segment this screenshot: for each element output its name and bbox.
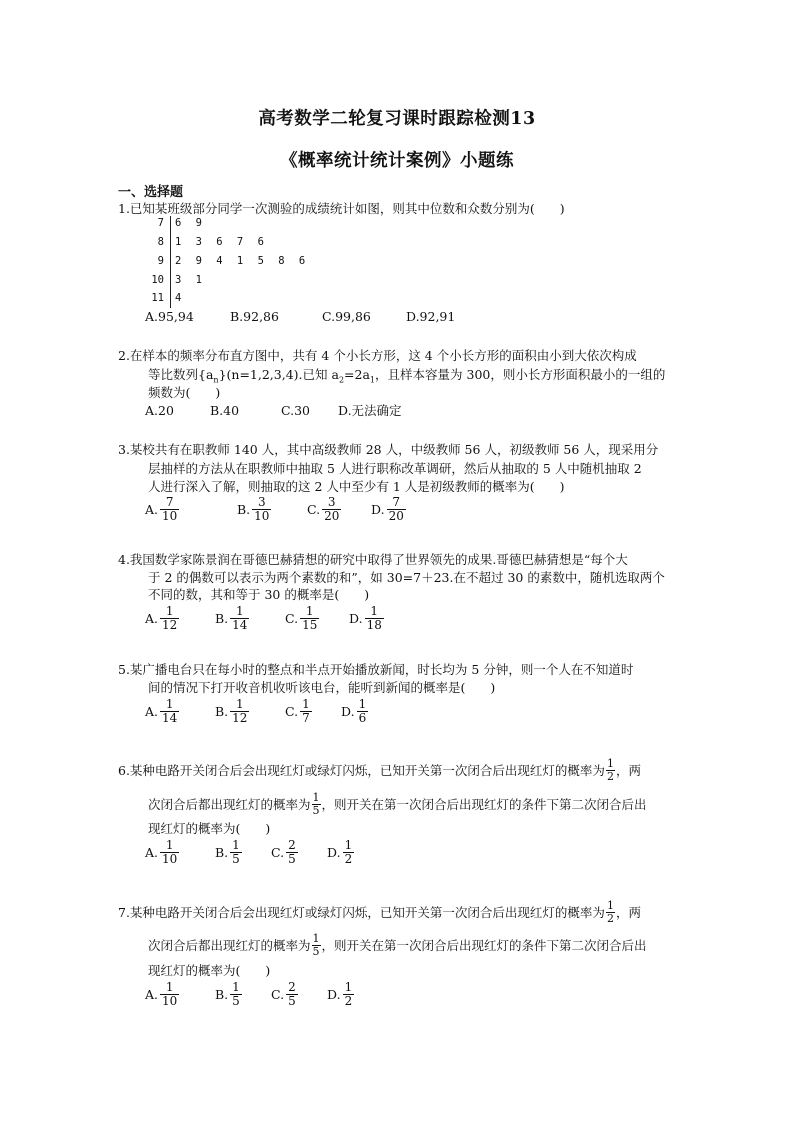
option-label: B. [215, 987, 229, 1002]
option-c [285, 605, 349, 632]
fraction [286, 981, 298, 1008]
denominator: 20 [324, 509, 340, 523]
denominator: 2 [344, 994, 353, 1008]
q7-line1-text: ，两 [615, 904, 641, 920]
fraction [606, 758, 615, 783]
numerator: 1 [165, 697, 174, 711]
q4-options [145, 605, 406, 632]
option-label: C. [285, 704, 299, 719]
option-label: A. [145, 611, 159, 626]
option-label: D. [341, 704, 355, 719]
q2-subscript: 2 [338, 375, 345, 385]
denominator: 20 [388, 509, 404, 523]
option-c [271, 981, 327, 1008]
numerator: 7 [165, 495, 174, 509]
option-b [215, 698, 285, 725]
q1-text: 1.已知某班级部分同学一次测验的成绩统计如图，则其中位数和众数分别为( ) [118, 201, 565, 216]
option-label: D. [371, 502, 385, 517]
numerator: 1 [312, 932, 320, 945]
fraction [252, 496, 271, 523]
stem: 7 [157, 217, 164, 229]
q7-line2 [148, 933, 647, 958]
numerator: 1 [165, 838, 174, 852]
option-label: D. [327, 845, 341, 860]
numerator: 1 [235, 697, 244, 711]
numerator: 1 [165, 980, 174, 994]
fraction [343, 839, 355, 866]
fraction [365, 605, 384, 632]
fraction [300, 698, 312, 725]
q5-line1: 5.某广播电台只在每小时的整点和半点开始播放新闻，时长均为 5 分钟，则一个人在不知道时 [118, 662, 634, 677]
fraction [230, 839, 242, 866]
q4-line3: 不同的数，其和等于 30 的概率是( ) [148, 587, 370, 602]
numerator: 1 [302, 697, 310, 711]
option-b [237, 496, 307, 523]
option-a: A.20 [145, 403, 174, 418]
denominator: 14 [232, 618, 248, 632]
fraction [312, 792, 321, 817]
q2-subscript: n [213, 375, 219, 385]
denominator: 2 [606, 912, 614, 925]
q2-subscript: 1 [369, 375, 376, 385]
numerator: 1 [606, 899, 614, 912]
option-d: D.92,91 [406, 309, 456, 324]
leaves: 6 9 [175, 217, 206, 229]
fraction [387, 496, 406, 523]
numerator: 2 [288, 838, 296, 852]
stem-leaf-divider [170, 216, 171, 308]
q3-line2: 层抽样的方法从在职教师中抽取 5 人进行职称改革调研，然后从抽取的 5 人中随机抽取 2 [148, 461, 642, 476]
option-a [145, 605, 215, 632]
fraction [160, 605, 179, 632]
q7-options [145, 981, 376, 1008]
leaves: 4 [175, 292, 186, 304]
numerator: 1 [358, 697, 367, 711]
q7-line1-text: 7.某种电路开关闭合后会出现红灯或绿灯闪烁，已知开关第一次闭合后出现红灯的概率为 [118, 904, 605, 920]
denominator: 18 [366, 618, 382, 632]
numerator: 7 [392, 495, 401, 509]
q6-line1 [118, 758, 641, 783]
option-label: B. [215, 611, 229, 626]
denominator: 12 [232, 711, 248, 725]
numerator: 2 [288, 980, 296, 994]
q2-line2-text: ，且样本容量为 300，则小长方形面积最小的一组的 [375, 367, 666, 382]
option-d [349, 605, 384, 632]
option-d: D.无法确定 [338, 403, 402, 418]
option-label: B. [215, 845, 229, 860]
q6-line1-text: 6.某种电路开关闭合后会出现红灯或绿灯闪烁，已知开关第一次闭合后出现红灯的概率为 [118, 762, 605, 778]
denominator: 5 [312, 945, 320, 958]
option-a [145, 839, 215, 866]
q6-line3: 现红灯的概率为( ) [148, 821, 271, 836]
option-label: B. [237, 502, 251, 517]
option-b [215, 605, 285, 632]
denominator: 5 [288, 852, 296, 866]
q2-line2 [148, 365, 665, 391]
q6-line2-text: ，则开关在第一次闭合后出现红灯的条件下第二次闭合后出 [321, 796, 647, 812]
page-title: 高考数学二轮复习课时跟踪检测13 [258, 109, 536, 129]
option-label: C. [307, 502, 321, 517]
numerator: 1 [235, 604, 244, 618]
numerator: 1 [232, 838, 240, 852]
denominator: 2 [344, 852, 353, 866]
option-d [327, 981, 354, 1008]
option-c [285, 698, 341, 725]
option-a [145, 698, 215, 725]
numerator: 1 [344, 980, 353, 994]
numerator: 1 [165, 604, 174, 618]
q3-line3: 人进行深入了解，则抽取的这 2 人中至少有 1 人是初级教师的概率为( ) [148, 479, 565, 494]
option-c [307, 496, 371, 523]
numerator: 1 [344, 838, 353, 852]
fraction [300, 605, 319, 632]
q3-line1: 3.某校共有在职教师 140 人，其中高级教师 28 人，中级教师 56 人，初级教师 56 人，现采用分 [118, 442, 659, 457]
option-a: A.95,94 [145, 309, 194, 324]
denominator: 10 [162, 852, 178, 866]
q7-line2-text: 次闭合后都出现红灯的概率为 [148, 937, 311, 953]
fraction [230, 981, 242, 1008]
numerator: 1 [305, 604, 314, 618]
q6-line2-text: 次闭合后都出现红灯的概率为 [148, 796, 311, 812]
fraction [160, 496, 179, 523]
fraction [286, 839, 298, 866]
option-label: D. [349, 611, 363, 626]
option-label: A. [145, 704, 159, 719]
q2-line2-text: }(n=1,2,3,4).已知 a [218, 367, 339, 382]
denominator: 5 [232, 994, 240, 1008]
fraction [322, 496, 341, 523]
option-b [215, 839, 271, 866]
option-c: C.30 [281, 403, 310, 418]
q2-line3: 频数为( ) [148, 385, 221, 400]
denominator: 12 [162, 618, 178, 632]
stem: 11 [151, 292, 164, 304]
q4-line1: 4.我国数学家陈景润在哥德巴赫猜想的研究中取得了世界领先的成果.哥德巴赫猜想是“每个大 [118, 552, 628, 567]
fraction [312, 933, 321, 958]
leaves: 3 1 [175, 274, 206, 286]
fraction [606, 900, 615, 925]
q6-line1-text: ，两 [615, 762, 641, 778]
option-label: C. [285, 611, 299, 626]
q5-options [145, 698, 390, 725]
fraction [230, 698, 249, 725]
option-d [341, 698, 368, 725]
q5-line2: 间的情况下打开收音机收听该电台，能听到新闻的概率是( ) [148, 680, 496, 695]
option-label: B. [215, 704, 229, 719]
q7-line1 [118, 900, 641, 925]
q3-options [145, 496, 428, 523]
option-label: D. [327, 987, 341, 1002]
q7-line3: 现红灯的概率为( ) [148, 963, 271, 978]
fraction [357, 698, 369, 725]
denominator: 10 [162, 994, 178, 1008]
q6-line2 [148, 792, 647, 817]
option-label: C. [271, 987, 285, 1002]
denominator: 5 [232, 852, 240, 866]
q2-options [145, 401, 402, 421]
fraction [160, 981, 179, 1008]
denominator: 6 [358, 711, 367, 725]
numerator: 3 [327, 495, 336, 509]
fraction [343, 981, 355, 1008]
leaves: 1 3 6 7 6 [175, 236, 268, 248]
q2-line1: 2.在样本的频率分布直方图中，共有 4 个小长方形，这 4 个小长方形的面积由小到大依次构成 [118, 348, 637, 363]
option-b [215, 981, 271, 1008]
option-d [371, 496, 406, 523]
q4-line2: 于 2 的偶数可以表示为两个素数的和”，如 30=7＋23.在不超过 30 的素数中，随机选取两个 [148, 570, 665, 585]
q2-line2-text: 等比数列{a [148, 367, 214, 382]
numerator: 3 [257, 495, 266, 509]
denominator: 14 [162, 711, 178, 725]
q1-options [145, 307, 455, 327]
option-a [145, 496, 215, 523]
option-b: B.92,86 [230, 309, 279, 324]
q7-line2-text: ，则开关在第一次闭合后出现红灯的条件下第二次闭合后出 [321, 937, 647, 953]
fraction [160, 839, 179, 866]
option-b: B.40 [210, 403, 240, 418]
denominator: 15 [302, 618, 318, 632]
numerator: 1 [312, 791, 320, 804]
option-label: C. [271, 845, 285, 860]
option-label: A. [145, 987, 159, 1002]
q2-line2-text: =2a [344, 367, 370, 382]
stem: 8 [157, 236, 164, 248]
stem: 10 [151, 274, 164, 286]
option-c [271, 839, 327, 866]
numerator: 1 [370, 604, 379, 618]
q6-options [145, 839, 376, 866]
denominator: 2 [606, 770, 614, 783]
numerator: 1 [606, 757, 614, 770]
denominator: 10 [254, 509, 270, 523]
leaves: 2 9 4 1 5 8 6 [175, 255, 310, 267]
denominator: 10 [162, 509, 178, 523]
section-heading: 一、选择题 [118, 185, 184, 200]
fraction [230, 605, 249, 632]
denominator: 7 [302, 711, 310, 725]
page-subtitle: 《概率统计统计案例》小题练 [280, 151, 514, 171]
option-d [327, 839, 354, 866]
fraction [160, 698, 179, 725]
option-c: C.99,86 [322, 309, 371, 324]
numerator: 1 [232, 980, 240, 994]
denominator: 5 [288, 994, 296, 1008]
stem: 9 [157, 255, 164, 267]
option-a [145, 981, 215, 1008]
option-label: A. [145, 502, 159, 517]
option-label: A. [145, 845, 159, 860]
denominator: 5 [312, 804, 320, 817]
